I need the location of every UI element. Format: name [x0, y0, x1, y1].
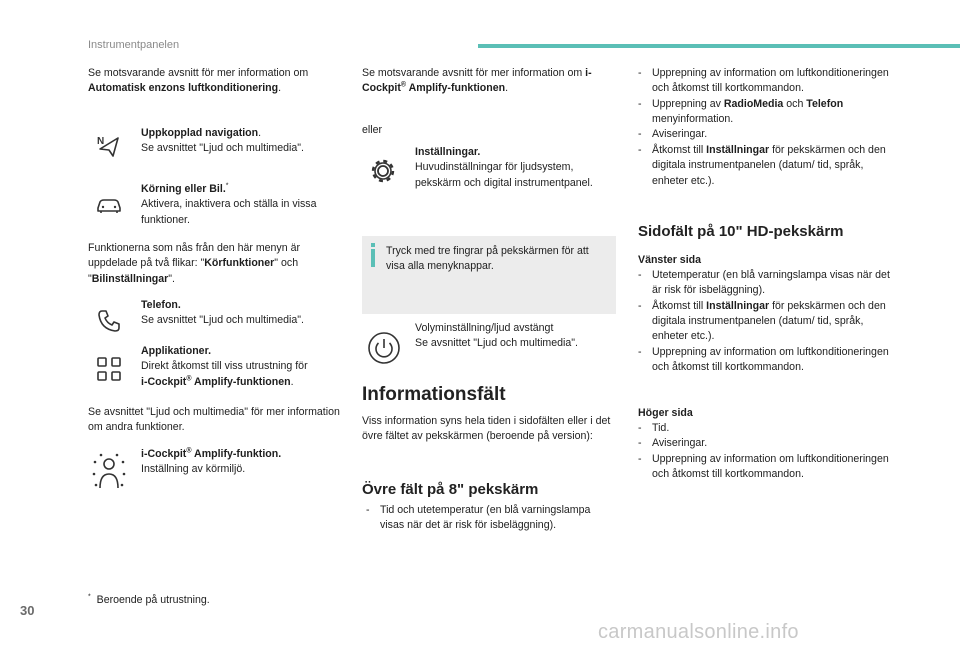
list-item: - Upprepning av RadioMedia och Telefon menyinformation. — [638, 97, 844, 126]
heading-upper-field: Övre fält på 8" pekskärm — [362, 481, 539, 498]
footnote: * Beroende på utrustning. — [88, 593, 210, 606]
top-info-list — [638, 66, 894, 189]
list-item: - Upprepning av information om luftkonditioneringen och åtkomst till kortkommandon. — [638, 67, 889, 95]
tip-box — [362, 236, 616, 314]
item-applications: Applikationer. Direkt åtkomst till viss utrustning för i-Cockpit® Amplify-funktionen. — [141, 345, 308, 388]
item-volume: Volyminställning/ljud avstängt Se avsnittet "Ljud och multimedia". — [415, 322, 578, 350]
list-item: - Utetemperatur (en blå varningslampa visas när det är risk för isbeläggning). — [638, 269, 890, 297]
person-ambience-icon — [91, 452, 127, 492]
header-accent-bar — [478, 44, 960, 48]
information-text: Viss information syns hela tiden i sidofälten eller i det övre fältet av pekskärmen (beroende på version): — [362, 415, 611, 443]
list-item: - Tid. — [638, 422, 670, 434]
apps-grid-icon — [94, 354, 124, 384]
car-icon — [94, 190, 124, 220]
right-side-title: Höger sida — [638, 407, 693, 419]
right-side-list — [638, 421, 894, 482]
left-side-title: Vänster sida — [638, 254, 702, 266]
navigation-arrow-icon — [94, 132, 124, 162]
item-navigation: Uppkopplad navigation. Se avsnittet "Ljud och multimedia". — [141, 127, 304, 155]
svg-text:N: N — [97, 136, 105, 147]
item-phone: Telefon. Se avsnittet "Ljud och multimedia". — [141, 299, 304, 327]
item-driving: Körning eller Bil.* Aktivera, inaktivera och ställa in vissa funktioner. — [141, 182, 317, 226]
list-item: - Aviseringar. — [638, 437, 708, 450]
gear-icon — [368, 156, 398, 186]
list-item: - Upprepning av information om luftkonditioneringen och åtkomst till kortkommandon. — [638, 452, 889, 481]
phone-icon — [94, 306, 124, 336]
item-amplify: i-Cockpit® Amplify-funktion. Inställning av körmiljö. — [141, 447, 282, 476]
tip-text: Tryck med tre fingrar på pekskärmen för att visa alla menyknappar. — [386, 245, 589, 273]
heading-side-fields: Sidofält på 10" HD-pekskärm — [638, 223, 844, 240]
info-icon — [371, 249, 375, 267]
heading-information-fields: Informationsfält — [362, 384, 506, 405]
col2-intro: Se motsvarande avsnitt för mer information om i-Cockpit® Amplify-funktionen. — [362, 67, 592, 95]
list-item: - Upprepning av information om luftkonditioneringen och åtkomst till kortkommandon. — [638, 345, 889, 374]
page-number: 30 — [20, 603, 35, 618]
col1-intro: Se motsvarande avsnitt för mer information om Automatisk enzons luftkonditionering. — [88, 67, 309, 95]
item-settings: Inställningar. Huvudinställningar för ljudsystem, pekskärm och digital instrumentpanel. — [415, 146, 593, 189]
list-item: - Åtkomst till Inställningar för pekskärmen och den digitala instrumentpanelen (datum/ tid, språk, enheter etc.). — [638, 143, 886, 187]
multimedia-reference: Se avsnittet "Ljud och multimedia" för mer information om andra funktioner. — [88, 406, 340, 434]
upper-field-list-item: - Tid och utetemperatur (en blå varningslampa visas när det är risk för isbeläggning). — [366, 504, 591, 532]
tabs-description: Funktionerna som nås från den här menyn är uppdelade på två flikar: "Körfunktioner" och "Bilinställningar". — [88, 242, 300, 285]
power-icon — [367, 331, 401, 365]
list-item: - Aviseringar. — [638, 128, 708, 141]
watermark: carmanualsonline.info — [598, 621, 799, 643]
list-item: - Åtkomst till Inställningar för pekskärmen och den digitala instrumentpanelen (datum/ tid, språk, enheter etc.). — [638, 299, 886, 343]
left-side-list — [638, 268, 894, 376]
section-label: Instrumentpanelen — [88, 39, 180, 51]
or-text: eller — [362, 124, 383, 136]
